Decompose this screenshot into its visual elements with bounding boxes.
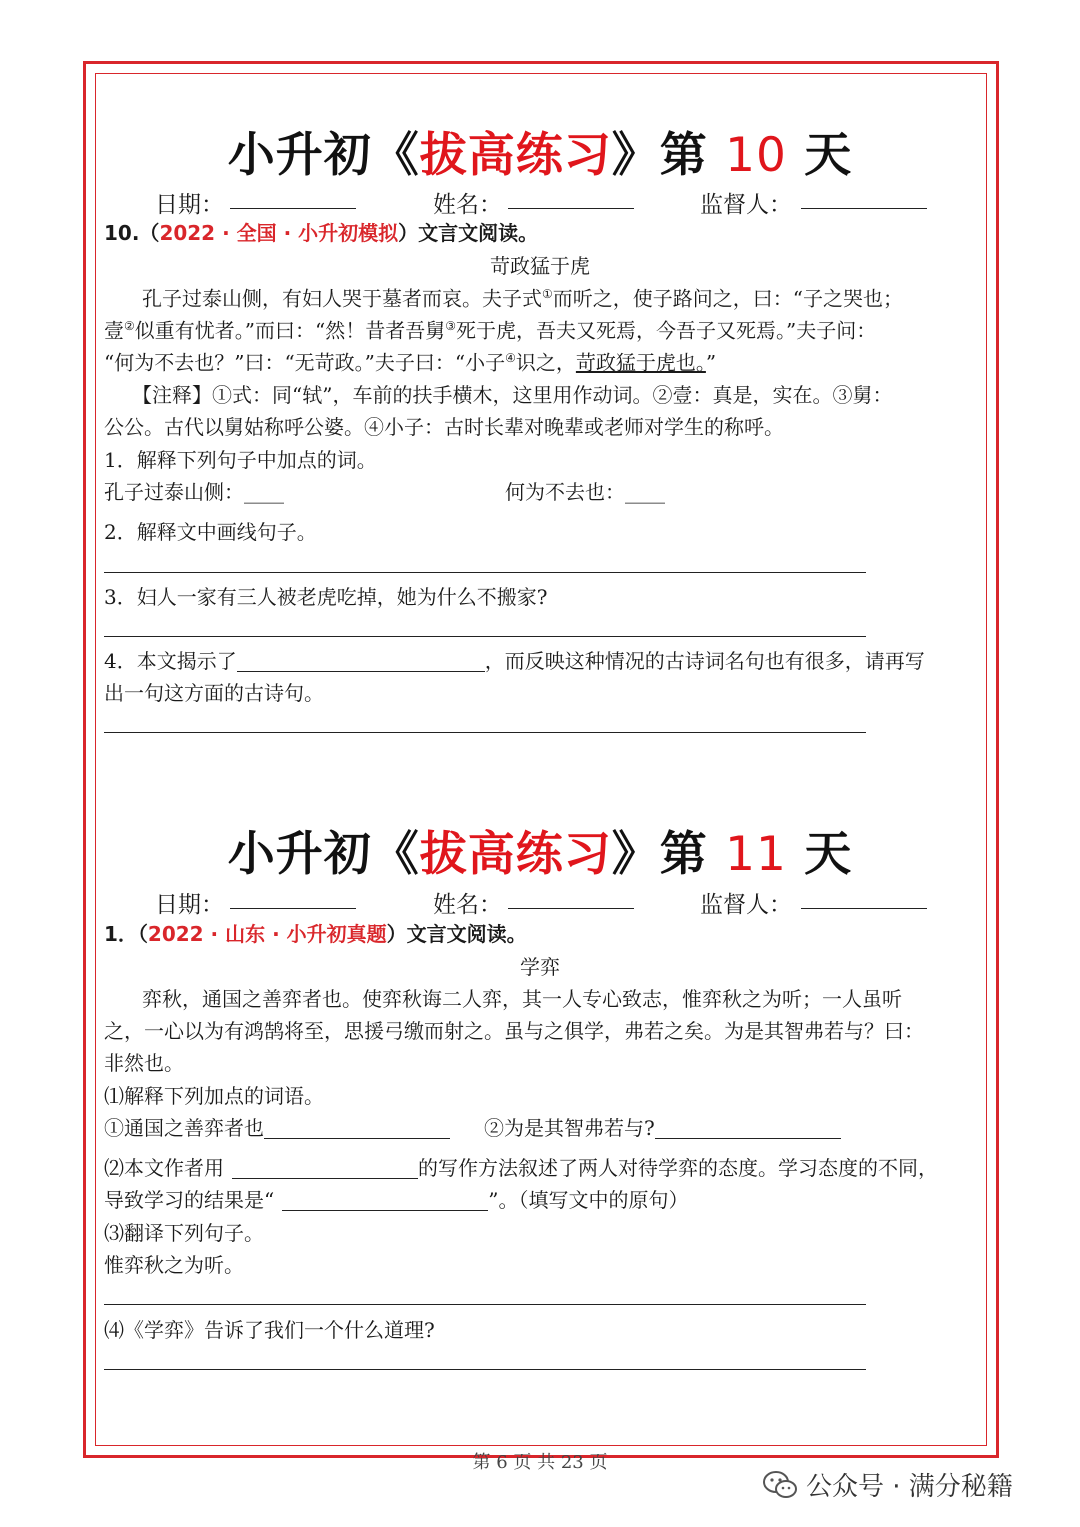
watermark: 公众号 · 满分秘籍 xyxy=(762,1466,1013,1503)
inline-blank[interactable] xyxy=(282,1190,488,1211)
day10-date-label: 日期： xyxy=(155,192,224,218)
day11-date-label: 日期： xyxy=(155,892,224,918)
day10-subquestion-2: 2．解释文中画线句子。 xyxy=(104,520,317,544)
day10-subquestion-4: 4．本文揭示了 ，而反映这种情况的古诗词名句也有很多，请再写 xyxy=(104,649,925,673)
day11-title: 小升初《拔高练习》第 11 天 xyxy=(227,827,853,882)
day10-question-header: 10.（2022 · 全国 · 小升初模拟）文言文阅读。 xyxy=(104,221,539,245)
wechat-icon xyxy=(762,1470,798,1500)
day11-name-blank[interactable] xyxy=(508,908,634,909)
day11-subquestion-1b: ②为是其智弗若与? xyxy=(484,1118,841,1139)
day10-passage-title: 苛政猛于虎 xyxy=(490,254,590,278)
day10-title: 小升初《拔高练习》第 10 天 xyxy=(227,128,853,183)
day10-subquestion-3: 3．妇人一家有三人被老虎吃掉，她为什么不搬家? xyxy=(104,585,548,609)
day10-subquestion-1: 1．解释下列句子中加点的词。 xyxy=(104,448,377,472)
day11-subquestion-1a: ①通国之善弈者也 xyxy=(104,1118,450,1139)
inline-blank[interactable] xyxy=(655,1118,841,1139)
day11-supervisor-blank[interactable] xyxy=(801,908,927,909)
inline-blank[interactable] xyxy=(237,651,485,672)
day11-question-header: 1．（2022 · 山东 · 小升初真题）文言文阅读。 xyxy=(104,922,527,946)
day10-subquestion-1b: 何为不去也：____ xyxy=(505,480,665,504)
day10-name-blank[interactable] xyxy=(508,208,634,209)
day11-passage-line: 非然也。 xyxy=(104,1051,184,1075)
day10-supervisor-blank[interactable] xyxy=(801,208,927,209)
answer-line[interactable] xyxy=(104,636,866,637)
day11-subquestion-3: ⑶翻译下列句子。 xyxy=(104,1221,264,1245)
day11-passage-title: 学弈 xyxy=(520,955,560,979)
underlined-sentence: 苛政猛于虎也。 xyxy=(575,350,706,375)
day10-passage-line: 孔子过泰山侧，有妇人哭于墓者而哀。夫子式①而听之，使子路问之，曰：“子之哭也； xyxy=(142,286,903,311)
day10-subquestion-1a: 孔子过泰山侧：____ xyxy=(104,480,284,504)
day10-passage-line: “何为不去也？”曰：“无苛政。”夫子曰：“小子④识之，苛政猛于虎也。” xyxy=(104,350,717,375)
day10-note-line: 【注释】①式：同“轼”，车前的扶手横木，这里用作动词。②壹：真是，实在。③舅： xyxy=(132,383,893,407)
day11-subquestion-2-cont: 导致学习的结果是“ ”。（填写文中的原句） xyxy=(104,1188,689,1212)
inline-blank[interactable] xyxy=(232,1158,418,1179)
day11-subquestion-3a: 惟弈秋之为听。 xyxy=(104,1253,244,1277)
answer-line[interactable] xyxy=(104,1304,866,1305)
day11-passage-line: 弈秋，通国之善弈者也。使弈秋诲二人弈，其一人专心致志，惟弈秋之为听；一人虽听 xyxy=(142,987,902,1011)
day10-note-line: 公公。古代以舅姑称呼公婆。④小子：古时长辈对晚辈或老师对学生的称呼。 xyxy=(104,415,784,439)
day11-name-label: 姓名： xyxy=(433,892,502,918)
answer-line[interactable] xyxy=(104,1369,866,1370)
day10-name-label: 姓名： xyxy=(433,192,502,218)
day10-date-blank[interactable] xyxy=(230,208,356,209)
day11-subquestion-4: ⑷《学弈》告诉了我们一个什么道理? xyxy=(104,1318,435,1342)
day11-passage-line: 之，一心以为有鸿鹄将至，思援弓缴而射之。虽与之俱学，弗若之矣。为是其智弗若与？曰： xyxy=(104,1019,924,1043)
page-number: 第 6 页 共 23 页 xyxy=(472,1452,608,1473)
day10-passage-line: 壹②似重有忧者。”而曰：“然！昔者吾舅③死于虎，吾夫又死焉，今吾子又死焉。”夫子问： xyxy=(104,318,877,343)
day11-date-blank[interactable] xyxy=(230,908,356,909)
answer-line[interactable] xyxy=(104,572,866,573)
day10-subquestion-4-cont: 出一句这方面的古诗句。 xyxy=(104,681,324,705)
answer-line[interactable] xyxy=(104,732,866,733)
day11-subquestion-2: ⑵本文作者用 的写作方法叙述了两人对待学弈的态度。学习态度的不同， xyxy=(104,1156,938,1180)
inline-blank[interactable] xyxy=(264,1118,450,1139)
day10-supervisor-label: 监督人： xyxy=(700,192,792,218)
day11-supervisor-label: 监督人： xyxy=(700,892,792,918)
day11-subquestion-1: ⑴解释下列加点的词语。 xyxy=(104,1084,324,1108)
